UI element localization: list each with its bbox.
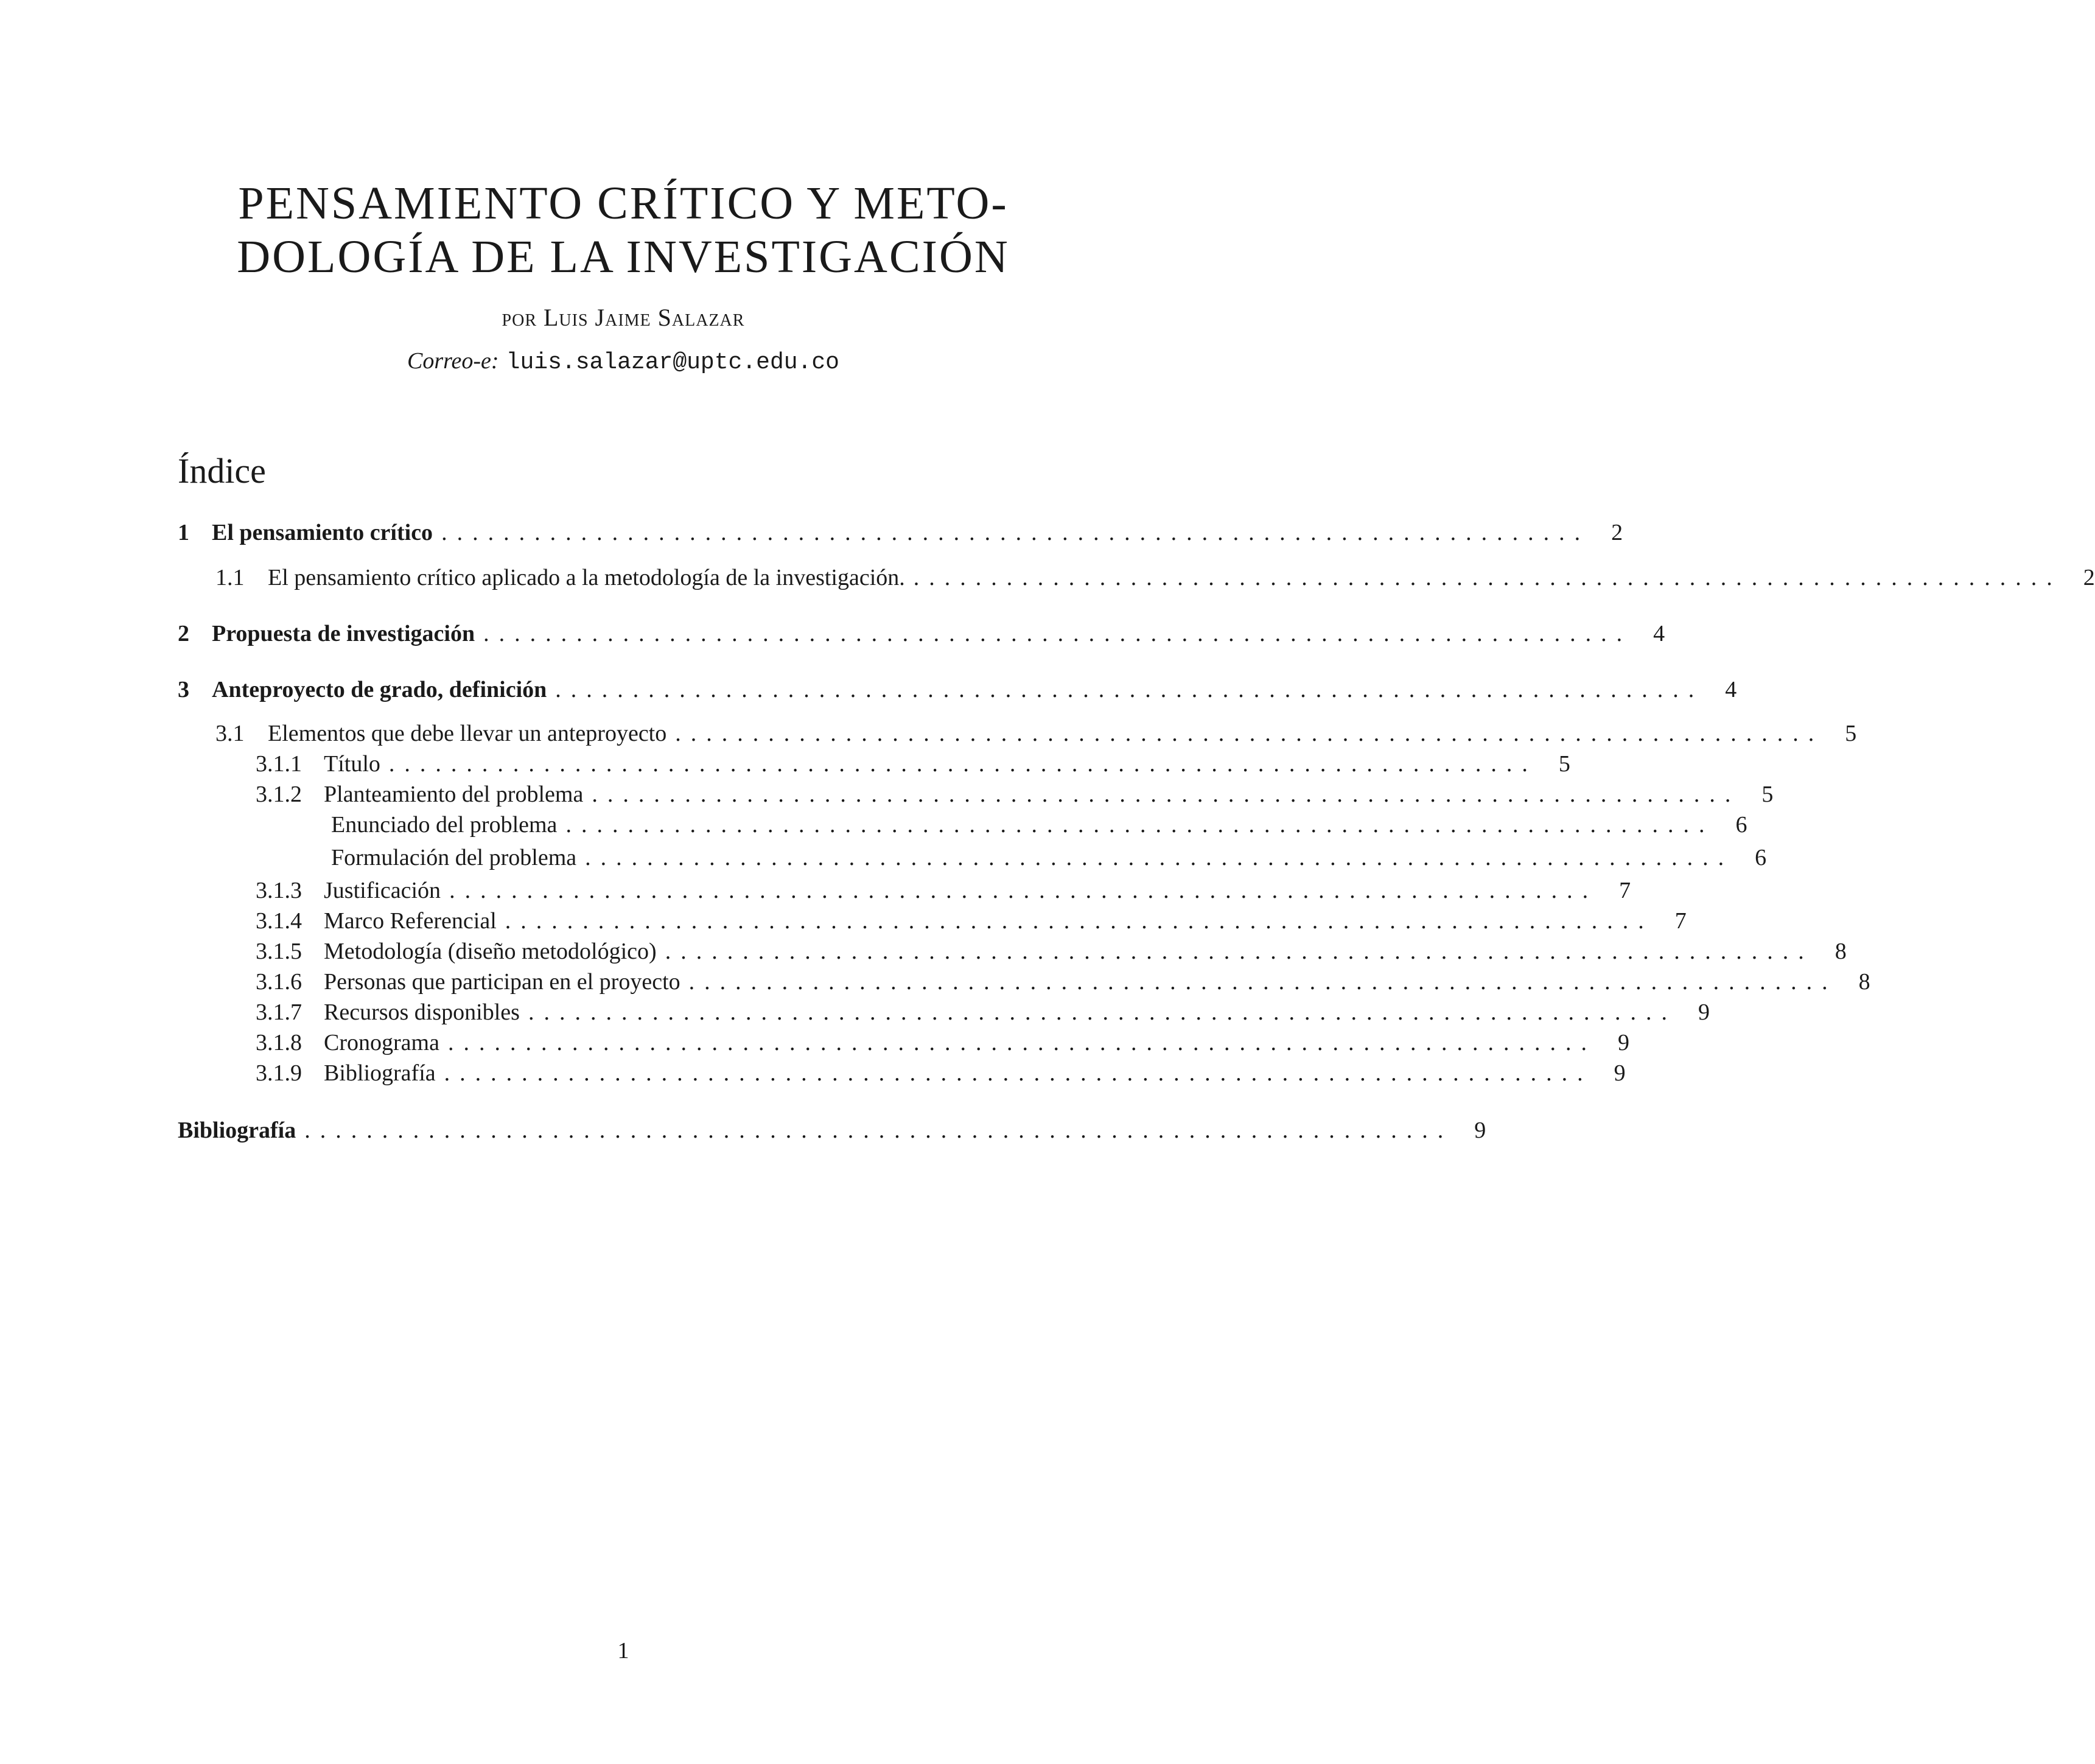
toc-entry-title: Marco Referencial <box>324 908 497 934</box>
toc-entry-title: Elementos que debe llevar un anteproyecto <box>268 721 667 746</box>
toc-entry-number: 1.1 <box>215 565 245 590</box>
dot-leader: .......................................................................... <box>675 721 1824 746</box>
toc-entry[interactable] <box>178 998 1710 1026</box>
toc-entry[interactable] <box>178 564 2095 592</box>
toc-entry-title: Formulación del problema <box>331 845 577 870</box>
toc-entry[interactable] <box>178 877 1631 905</box>
toc-entry[interactable] <box>178 811 1747 839</box>
dot-leader: .......................................................................... <box>592 782 1741 807</box>
dot-leader: .......................................................................... <box>688 969 1838 995</box>
toc-entry-title: Propuesta de investigación <box>212 621 475 646</box>
dot-leader: .......................................................................... <box>449 878 1598 903</box>
toc-entry-page: 9 <box>1698 999 1710 1025</box>
toc-entry-number: 1 <box>178 520 189 545</box>
toc-entry[interactable] <box>178 750 1570 778</box>
toc-entry-page: 8 <box>1834 939 1847 964</box>
toc-entry-page: 9 <box>1474 1118 1486 1143</box>
title-line-1: PENSAMIENTO CRÍTICO Y METO- <box>238 178 1009 229</box>
toc-entry-title: El pensamiento crítico aplicado a la metodología de la investigación. <box>268 565 905 590</box>
dot-leader: .......................................................................... <box>528 999 1677 1025</box>
toc-entry-number: 3.1.8 <box>256 1030 302 1055</box>
toc-entry-number: 3.1.2 <box>256 782 302 807</box>
toc-entry-page: 9 <box>1617 1030 1629 1055</box>
toc-entry-number: 3.1.4 <box>256 908 302 934</box>
email-label: Correo-e: <box>407 348 499 374</box>
toc-entry-title: Metodología (diseño metodológico) <box>324 939 657 964</box>
dot-leader: .......................................................................... <box>388 751 1537 777</box>
toc-entry-title: Recursos disponibles <box>324 999 520 1025</box>
title-line-2: DOLOGÍA DE LA INVESTIGACIÓN <box>237 231 1010 282</box>
toc-entry-page: 4 <box>1725 677 1737 702</box>
dot-leader: .......................................................................... <box>483 621 1632 646</box>
toc-entry[interactable] <box>178 907 1687 935</box>
toc-entry-title: Planteamiento del problema <box>324 782 584 807</box>
toc-entry-number: 3.1.3 <box>256 878 302 903</box>
toc-entry-number: 3.1.7 <box>256 999 302 1025</box>
toc-entry-page: 2 <box>2083 565 2095 590</box>
toc-entry-page: 5 <box>1761 782 1774 807</box>
toc-entry-number: 3.1.6 <box>256 969 302 995</box>
toc-entry-number: 3 <box>178 677 189 702</box>
toc-entry-title: El pensamiento crítico <box>212 520 433 545</box>
toc-entry[interactable] <box>178 937 1847 965</box>
toc-entry-title: Justificación <box>324 878 441 903</box>
toc-entry-title: Personas que participan en el proyecto <box>324 969 680 995</box>
toc-entry[interactable] <box>178 780 1774 808</box>
dot-leader: .......................................................................... <box>565 812 1715 838</box>
toc-entry[interactable] <box>178 620 1665 648</box>
page-number: 1 <box>617 1638 629 1664</box>
dot-leader: .......................................................................... <box>441 520 1590 545</box>
dot-leader: .......................................................................... <box>913 565 2062 590</box>
toc-entry-number: 3.1.5 <box>256 939 302 964</box>
toc-entry-title: Título <box>324 751 380 777</box>
toc-entry-page: 7 <box>1674 908 1687 934</box>
toc-entry-page: 2 <box>1611 520 1623 545</box>
toc-entry-page: 8 <box>1858 969 1870 995</box>
toc-entry-title: Bibliografía <box>178 1118 296 1143</box>
dot-leader: .......................................................................... <box>444 1060 1593 1086</box>
dot-leader: .......................................................................... <box>505 908 1654 934</box>
toc-entry[interactable] <box>178 1059 1626 1087</box>
toc-entry-page: 5 <box>1558 751 1570 777</box>
toc-entry-number: 3.1.9 <box>256 1060 302 1086</box>
email-address: luis.salazar@uptc.edu.co <box>506 349 839 376</box>
toc-entry[interactable] <box>178 968 1870 996</box>
table-of-contents <box>178 0 2095 1764</box>
toc-entry[interactable] <box>178 676 1737 704</box>
toc-entry-title: Anteproyecto de grado, definición <box>212 677 547 702</box>
toc-entry[interactable] <box>178 719 1857 747</box>
toc-entry-page: 4 <box>1653 621 1665 646</box>
toc-entry-page: 7 <box>1619 878 1631 903</box>
toc-heading: Índice <box>178 451 266 491</box>
toc-entry-title: Cronograma <box>324 1030 439 1055</box>
author-line: por Luis Jaime Salazar <box>502 304 745 331</box>
toc-entry-title: Bibliografía <box>324 1060 436 1086</box>
toc-entry-number: 3.1.1 <box>256 751 302 777</box>
toc-entry-page: 5 <box>1845 721 1857 746</box>
toc-entry-page: 6 <box>1735 812 1747 838</box>
toc-entry[interactable] <box>178 1116 1486 1144</box>
toc-entry-page: 9 <box>1614 1060 1626 1086</box>
toc-entry[interactable] <box>178 844 1767 872</box>
dot-leader: .......................................................................... <box>665 939 1814 964</box>
dot-leader: .......................................................................... <box>555 677 1704 702</box>
dot-leader: .......................................................................... <box>585 845 1734 870</box>
toc-entry-title: Enunciado del problema <box>331 812 558 838</box>
toc-entry-number: 2 <box>178 621 189 646</box>
dot-leader: .......................................................................... <box>447 1030 1597 1055</box>
toc-entry[interactable] <box>178 519 1623 547</box>
toc-entry-number: 3.1 <box>215 721 245 746</box>
toc-entry[interactable] <box>178 1029 1629 1057</box>
toc-entry-page: 6 <box>1755 845 1767 870</box>
dot-leader: .......................................................................... <box>304 1118 1453 1143</box>
